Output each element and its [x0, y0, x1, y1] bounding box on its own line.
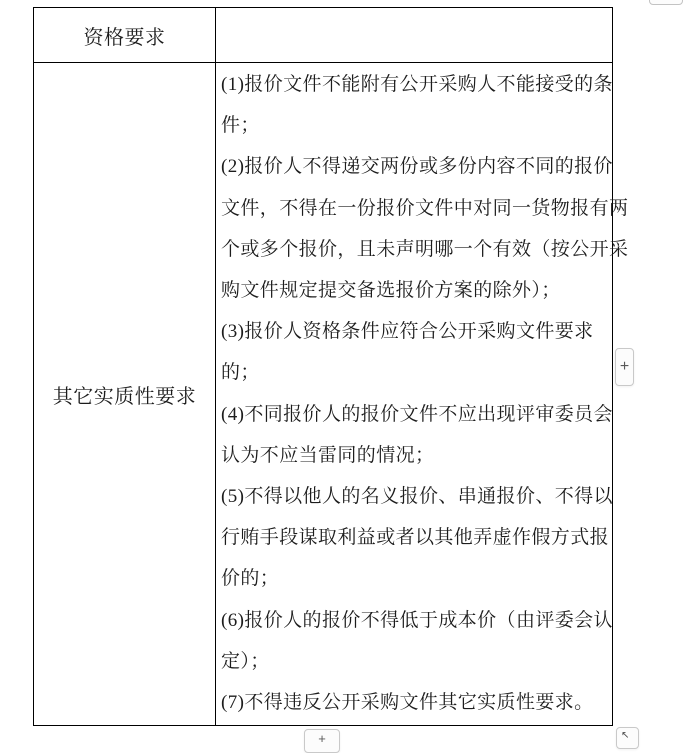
text-line: 购文件规定提交备选报价方案的除外）； — [221, 280, 561, 302]
top-right-partial-button[interactable] — [649, 0, 683, 5]
text-line: 行贿手段谋取利益或者以其他弄虚作假方式报 — [221, 527, 610, 549]
bottom-center-plus-button[interactable] — [304, 729, 340, 753]
text-line: (3)报价人资格条件应符合公开采购文件要求 — [221, 321, 594, 343]
other-substantive-requirements-label: 其它实质性要求 — [34, 63, 216, 725]
text-line: 价的； — [221, 568, 280, 590]
text-line: 文件，不得在一份报价文件中对同一货物报有两 — [221, 197, 629, 219]
table-row-qualification — [34, 8, 612, 63]
text-line: (6)报价人的报价不得低于成本价（由评委会认 — [221, 609, 613, 631]
text-line: 件； — [221, 115, 260, 137]
text-line: (7)不得违反公开采购文件其它实质性要求。 — [221, 692, 594, 714]
other-substantive-requirements-text — [216, 63, 632, 725]
text-line: (1)报价文件不能附有公开采购人不能接受的条 — [221, 74, 613, 95]
text-line: (4)不同报价人的报价文件不应出现评审委员会 — [221, 403, 613, 425]
expand-plus-button[interactable] — [615, 348, 634, 386]
requirements-table — [33, 7, 629, 726]
bottom-right-corner-button[interactable] — [616, 727, 639, 749]
qualification-requirements-value-cell — [216, 8, 612, 62]
text-line: (2)报价人不得递交两份或多份内容不同的报价 — [221, 156, 613, 178]
corner-arrow-icon: ↖ — [621, 730, 630, 741]
text-line: 认为不应当雷同的情况； — [221, 444, 435, 466]
text-line: (5)不得以他人的名义报价、串通报价、不得以 — [221, 486, 613, 508]
text-line: 定）； — [221, 650, 270, 672]
table-row-other-substantive — [34, 63, 629, 725]
qualification-requirements-label: 资格要求 — [34, 8, 216, 62]
text-line: 个或多个报价，且未声明哪一个有效（按公开采 — [221, 238, 629, 260]
text-line: 的； — [221, 362, 260, 384]
plus-icon: + — [318, 731, 326, 746]
plus-icon: + — [619, 358, 630, 375]
